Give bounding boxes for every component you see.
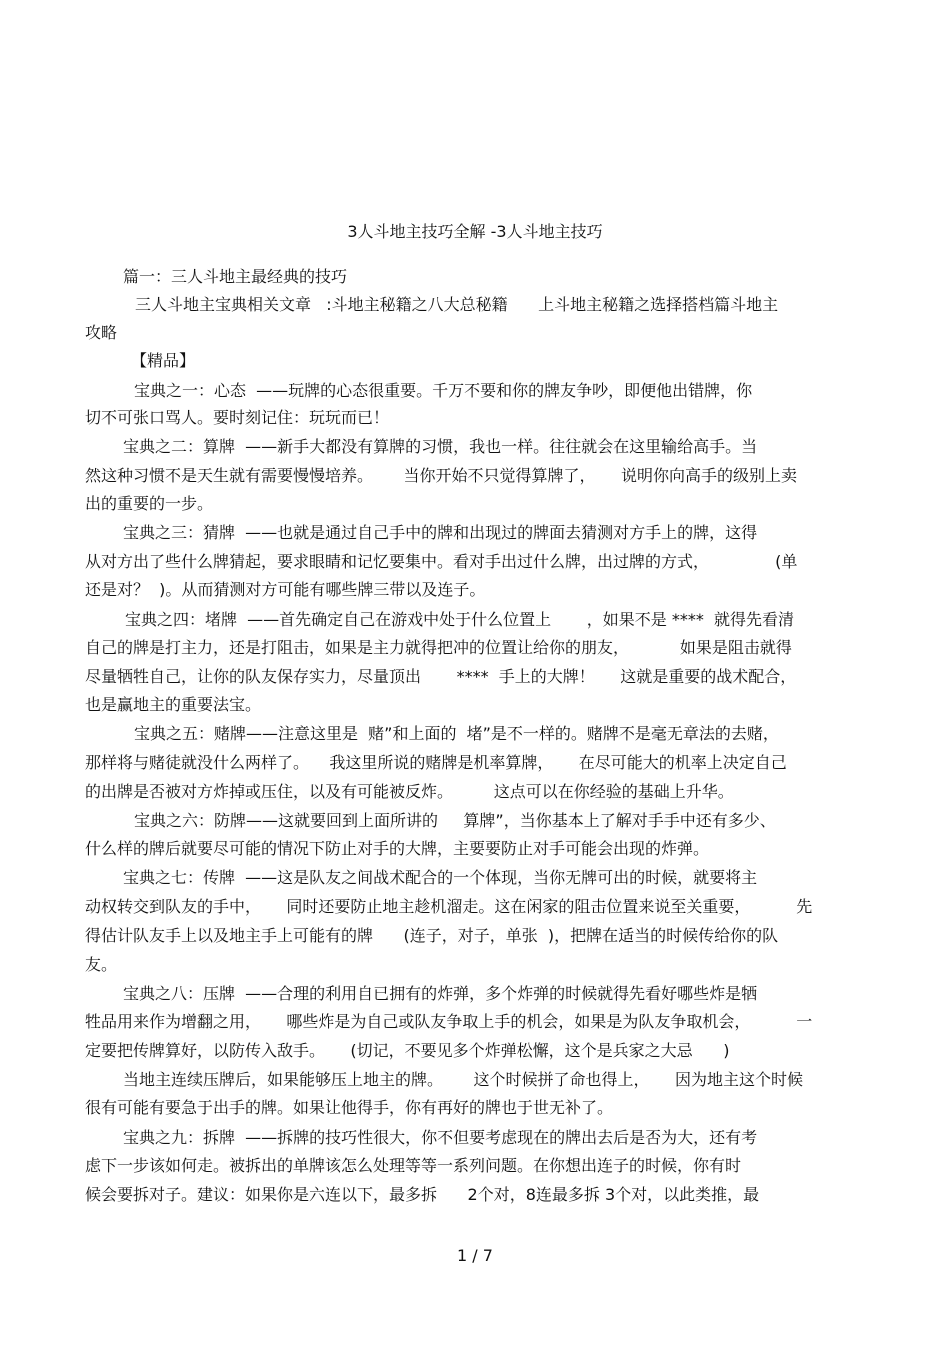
text-line: 那样将与赌徒就没什么两样了。 我这里所说的赌牌是机率算牌， 在尽可能大的机率上决定自己 [85, 753, 787, 772]
text-line: 宝典之九：拆牌 ——拆牌的技巧性很大，你不但要考虑现在的牌出去后是否为大，还有考 [123, 1128, 758, 1147]
text-line: 候会要拆对子。建议：如果你是六连以下，最多拆 2个对，8连最多拆 3个对，以此类推，最 [85, 1185, 760, 1204]
text-line: 宝典之五：赌牌——注意这里是 赌”和上面的 堵”是不一样的。赌牌不是毫无章法的去赌， [134, 724, 779, 743]
text-line: 尽量牺牲自己，让你的队友保存实力，尽量顶出 **** 手上的大牌！ 这就是重要的战术配合， [85, 667, 797, 686]
page-indicator: 1 / 7 [457, 1246, 493, 1265]
text-line: 也是赢地主的重要法宝。 [85, 695, 262, 714]
text-line: 还是对？ )。从而猜测对方可能有哪些牌三带以及连子。 [85, 580, 486, 599]
text-line: 攻略 [85, 323, 118, 342]
text-line: 的出牌是否被对方炸掉或压住，以及有可能被反炸。 这点可以在你经验的基础上升华。 [85, 782, 734, 801]
text-line: 当地主连续压牌后，如果能够压上地主的牌。 这个时候拼了命也得上， 因为地主这个时候 [123, 1070, 803, 1089]
text-line: 虑下一步该如何走。被拆出的单牌该怎么处理等等一系列问题。在你想出连子的时候，你有时 [85, 1156, 742, 1175]
text-line: 得估计队友手上以及地主手上可能有的牌 (连子，对子，单张 )，把牌在适当的时候传给你的队 [85, 926, 779, 945]
text-line: 三人斗地主宝典相关文章 :斗地主秘籍之八大总秘籍 上斗地主秘籍之选择搭档篇斗地主 [135, 295, 779, 314]
text-line: 宝典之一：心态 ——玩牌的心态很重要。千万不要和你的牌友争吵，即便他出错牌，你 [134, 381, 753, 400]
text-line: 宝典之四：堵牌 ——首先确定自己在游戏中处于什么位置上 ，如果不是 **** 就得先看清 [125, 610, 795, 629]
text-line: 出的重要的一步。 [85, 494, 214, 513]
text-line: 牲品用来作为增翻之用， 哪些炸是为自己或队友争取上手的机会，如果是为队友争取机会， 一 [85, 1012, 813, 1031]
text-line: 自己的牌是打主力，还是打阻击，如果是主力就得把冲的位置让给你的朋友， 如果是阻击就得 [85, 638, 792, 657]
text-line: 然这种习惯不是天生就有需要慢慢培养。 当你开始不只觉得算牌了， 说明你向高手的级别上卖 [85, 466, 797, 485]
text-line: 宝典之八：压牌 ——合理的利用自已拥有的炸弹，多个炸弹的时候就得先看好哪些炸是牺 [123, 984, 758, 1003]
text-line: 切不可张口骂人。要时刻记住：玩玩而已！ [85, 408, 390, 427]
page-title: 3人斗地主技巧全解 -3人斗地主技巧 [347, 222, 603, 241]
text-line: 宝典之三：猜牌 ——也就是通过自己手中的牌和出现过的牌面去猜测对方手上的牌，这得 [123, 523, 758, 542]
text-line: 什么样的牌后就要尽可能的情况下防止对手的大牌，主要要防止对手可能会出现的炸弹。 [85, 839, 710, 858]
text-line: 【精品】 [131, 351, 196, 370]
text-line: 宝典之七：传牌 ——这是队友之间战术配合的一个体现，当你无牌可出的时候，就要将主 [123, 868, 758, 887]
text-line: 宝典之二：算牌 ——新手大都没有算牌的习惯，我也一样。往往就会在这里输给高手。当 [123, 437, 758, 456]
text-line: 友。 [85, 955, 118, 974]
text-line: 宝典之六：防牌——这就要回到上面所讲的 算牌”，当你基本上了解对手手中还有多少、 [134, 811, 776, 830]
text-line: 动权转交到队友的手中， 同时还要防止地主趁机溜走。这在闲家的阻击位置来说至关重要， 先 [85, 897, 813, 916]
text-line: 定要把传牌算好，以防传入敌手。 (切记，不要见多个炸弹松懈，这个是兵家之大忌 ) [85, 1041, 730, 1060]
text-line: 从对方出了些什么牌猜起，要求眼睛和记忆要集中。看对手出过什么牌，出过牌的方式， (单 [85, 552, 798, 571]
text-line: 篇一：三人斗地主最经典的技巧 [123, 267, 348, 286]
text-line: 很有可能有要急于出手的牌。如果让他得手，你有再好的牌也于世无补了。 [85, 1098, 614, 1117]
